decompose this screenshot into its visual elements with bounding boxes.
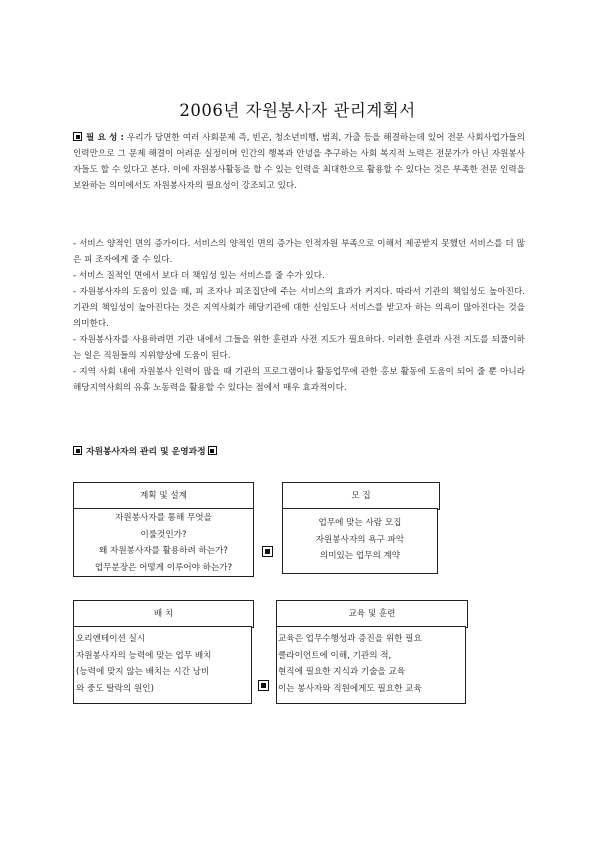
list-item: - 자원봉사자의 도움이 있을 때, 피 조자나 피조집단에 주는 서비스의 효과가 커지다. 따라서 기관의 책임성도 높아진다. 기관의 책임성이 높아진다는 것은 지역사회가 해당기관에 대한 신임도나 서비스를 받고자 하는 의욕이 많아진다는 것을 의미한다. <box>73 287 525 329</box>
box-line: 왜 자원봉사자를 활용하려 하는가? <box>99 546 228 556</box>
benefit-list <box>73 236 525 396</box>
section-heading-text: 자원봉사자의 관리 및 운영과정 <box>86 447 206 457</box>
bullet-square-icon <box>73 132 82 141</box>
section-heading <box>73 444 217 457</box>
training-box <box>276 626 466 704</box>
box-line: 오리엔테이션 실시 <box>76 634 146 644</box>
placement-box-header: 배 치 <box>73 600 254 628</box>
box-line: 와 중도 탈락의 원인) <box>76 683 154 694</box>
list-item: - 지역 사회 내에 자원봉사 인력이 많을 때 기관의 프로그램이나 활동업무에 관한 홍보 활동에 도움이 되어 줄 뿐 아니라 해당지역사회의 유휴 노동력을 활용할 수 있다는 점에서 매우 효과적이다. <box>73 367 525 393</box>
box-line: 업무분장은 어떻게 이루어야 하는가? <box>94 562 233 573</box>
bullet-square-icon <box>73 446 82 455</box>
recruit-box <box>282 508 438 574</box>
box-line: 클라이언트에 이해, 기관의 적, <box>278 650 392 661</box>
list-item: - 서비스 양적인 면의 증가이다. 서비스의 양적인 면의 증가는 인적자원 부족으로 이해서 제공받지 못했던 서비스를 더 많은 피 조자에게 줄 수 있다. <box>73 239 525 265</box>
box-line: 자원봉사자를 통해 무엇을 <box>115 513 212 523</box>
box-line: 현직에 필요한 지식과 기술을 교육 <box>278 667 406 677</box>
box-line: (능력에 맞지 않는 배치는 시간 낭비 <box>76 667 210 677</box>
box-line: 교육은 업무수행성과 증진을 위한 필요 <box>278 634 422 644</box>
recruit-box-header: 모 집 <box>282 482 440 510</box>
box-line: 이는 봉사자와 직원에게도 필요한 교육 <box>278 683 422 694</box>
intro-paragraph <box>73 130 525 194</box>
training-box-header: 교육 및 훈련 <box>276 600 468 628</box>
intro-label: 필 요 성 : <box>86 133 124 143</box>
box-line: 업무에 맞는 사람 모집 <box>318 518 402 528</box>
list-item: - 서비스 질적인 면에서 보다 더 책임성 있는 서비스를 줄 수가 있다. <box>73 271 325 281</box>
box-line: 이룰것인가? <box>140 529 187 540</box>
page-title: 2006년 자원봉사자 관리계획서 <box>179 101 416 120</box>
flow-connector-icon <box>258 680 269 691</box>
box-line: 자원봉사자의 욕구 파악 <box>315 534 405 545</box>
planning-box <box>73 508 254 577</box>
list-item: - 자원봉사자를 사용하려면 기관 내에서 그들을 위한 훈련과 사전 지도가 필요하다. 이러한 훈련과 사전 지도를 되풀이하는 일은 직원들의 지위향상에 도움이 된다. <box>73 335 525 361</box>
flow-connector-icon <box>262 546 273 557</box>
box-line: 자원봉사자의 능력에 맞는 업무 배치 <box>76 650 212 661</box>
intro-text: 우리가 당면한 여러 사회문제 즉, 빈곤, 청소년비행, 범죄, 가출 등을 해결하는데 있어 전문 사회사업가들의 인력만으로 그 문제 해결이 어려운 실정이며 인간의 행복과 안녕을 추구하는 사회 복지적 노력은 전문가가 아닌 자원봉사자들도 할 수 있다고 본다. 이에 자원봉사활동을 할 수 있는 인력을 최대한으로 활용할 수 있다는 것은 부족한 전문 인력을 보완하는 의미에서도 자원봉사자의 필요성이 강조되고 있다. <box>73 133 526 191</box>
placement-box <box>73 626 252 704</box>
bullet-square-icon <box>208 446 217 455</box>
box-line: 의미있는 업무의 계약 <box>319 551 401 561</box>
planning-box-header: 계획 및 설계 <box>73 482 254 510</box>
